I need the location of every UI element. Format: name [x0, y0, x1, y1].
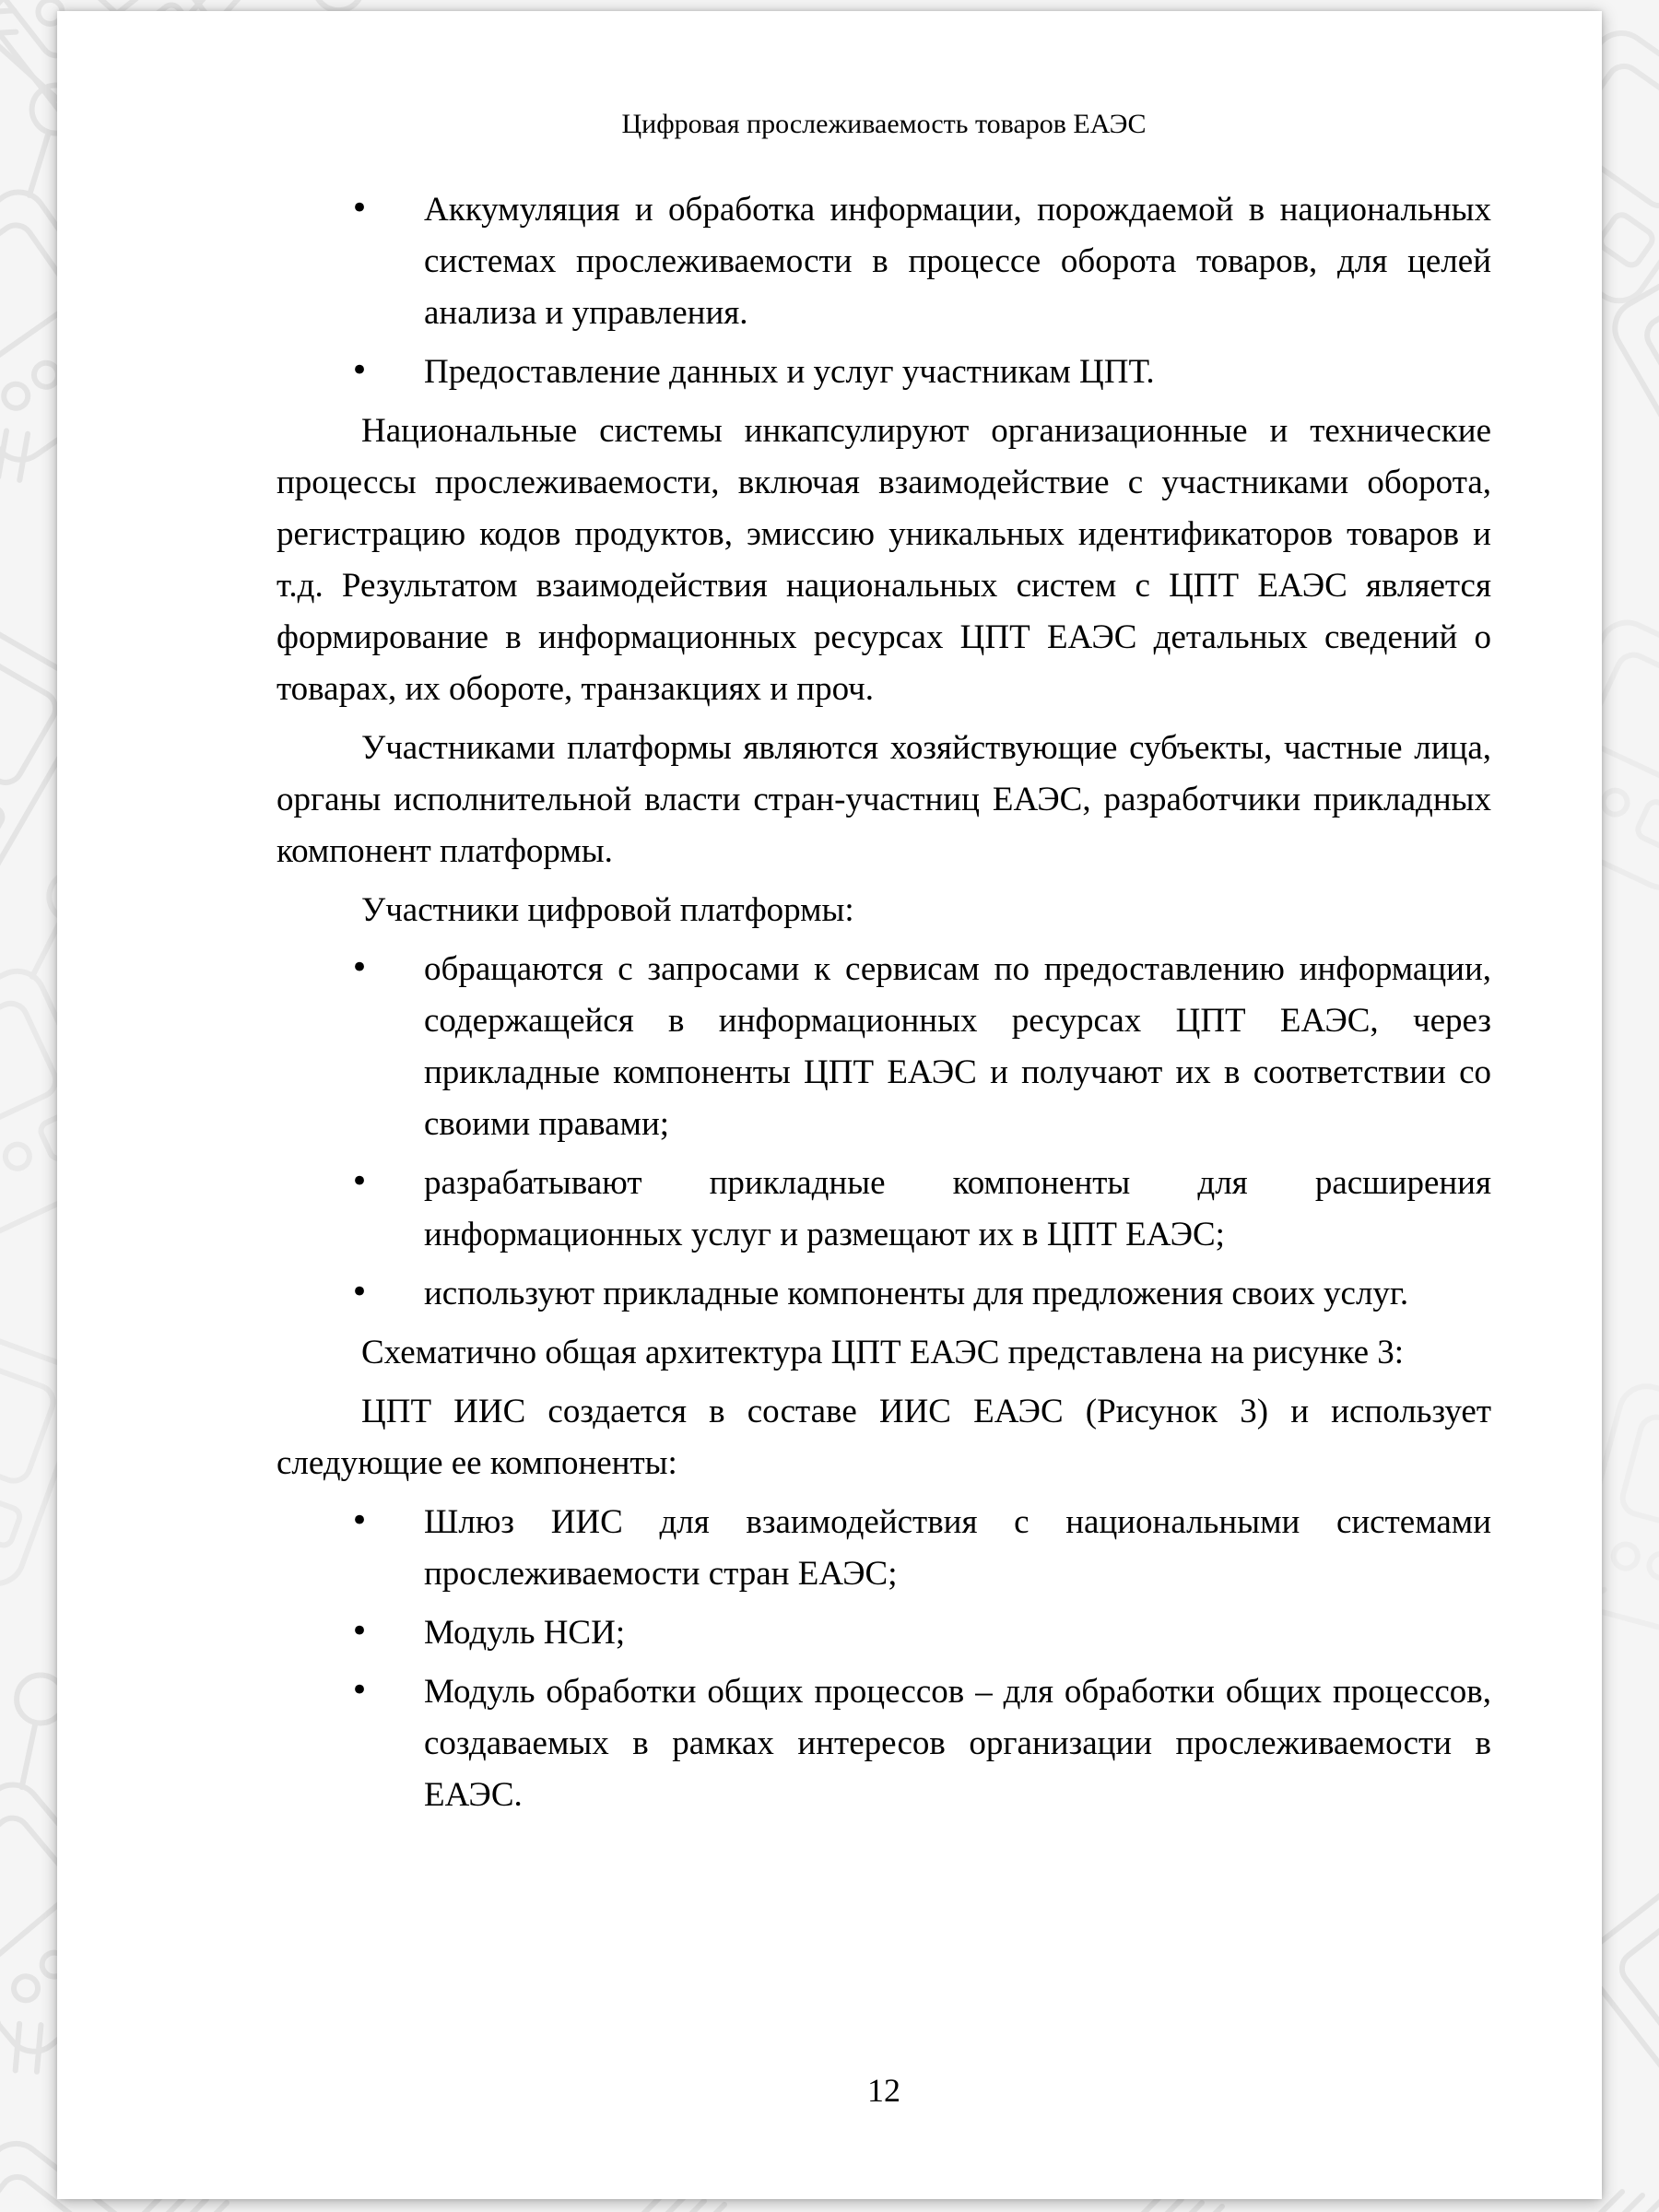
paragraph: Участники цифровой платформы: — [361, 891, 854, 929]
list-item — [276, 944, 1491, 1150]
bullet-icon: • — [350, 1613, 370, 1650]
list-item — [276, 347, 1491, 398]
list-item-text: обращаются с запросами к сервисам по предоставлению информации, содержащейся в информационных ресурсах ЦПТ ЕАЭС, через прикладные компоненты ЦПТ ЕАЭС и получают их в соответствии со своими правами; — [424, 950, 1491, 1143]
list-item-text: используют прикладные компоненты для предложения своих услуг. — [424, 1275, 1409, 1312]
bullet-icon: • — [350, 949, 370, 986]
bullet-icon: • — [350, 1672, 370, 1709]
document-page — [57, 11, 1602, 2199]
bullet-icon: • — [350, 1274, 370, 1311]
list-item — [276, 1268, 1491, 1320]
bullet-icon: • — [350, 352, 370, 389]
paragraph: Участниками платформы являются хозяйствующие субъекты, частные лица, органы исполнительной власти стран-участниц ЕАЭС, разработчики прикладных компонент платформы. — [276, 729, 1491, 870]
page-body — [276, 184, 1491, 1821]
paragraph: ЦПТ ИИС создается в составе ИИС ЕАЭС (Рисунок 3) и использует следующие ее компоненты: — [276, 1393, 1491, 1482]
list-item — [276, 1607, 1491, 1659]
list-item-text: Модуль НСИ; — [424, 1614, 626, 1652]
list-item-text: разрабатывают прикладные компоненты для расширения информационных услуг и размещают их в ЦПТ ЕАЭС; — [424, 1164, 1491, 1253]
paragraph: Национальные системы инкапсулируют организационные и технические процессы прослеживаемости, включая взаимодействие с участниками оборота, регистрацию кодов продуктов, эмиссию уникальных идентификаторов товаров и т.д. Результатом взаимодействия национальных систем с ЦПТ ЕАЭС является формирование в информационных ресурсах ЦПТ ЕАЭС детальных сведений о товарах, их обороте, транзакциях и проч. — [276, 412, 1491, 708]
list-item — [276, 184, 1491, 339]
list-item-text: Аккумуляция и обработка информации, порождаемой в национальных системах прослеживаемости в процессе оборота товаров, для целей анализа и управления. — [424, 191, 1491, 332]
page-content-area — [276, 11, 1491, 2199]
list-item — [276, 1666, 1491, 1821]
bullet-icon: • — [350, 190, 370, 227]
list-item — [276, 1497, 1491, 1600]
list-item-text: Модуль обработки общих процессов – для обработки общих процессов, создаваемых в рамках интересов организации прослеживаемости в ЕАЭС. — [424, 1673, 1491, 1814]
list-item-text: Предоставление данных и услуг участникам ЦПТ. — [424, 353, 1155, 391]
running-header: Цифровая прослеживаемость товаров ЕАЭС — [621, 109, 1147, 139]
page-number: 12 — [867, 2072, 900, 2109]
bullet-icon: • — [350, 1502, 370, 1539]
list-item-text: Шлюз ИИС для взаимодействия с национальными системами прослеживаемости стран ЕАЭС; — [424, 1503, 1491, 1593]
list-item — [276, 1158, 1491, 1261]
paragraph: Схематично общая архитектура ЦПТ ЕАЭС представлена на рисунке 3: — [361, 1334, 1405, 1371]
bullet-icon: • — [350, 1163, 370, 1200]
